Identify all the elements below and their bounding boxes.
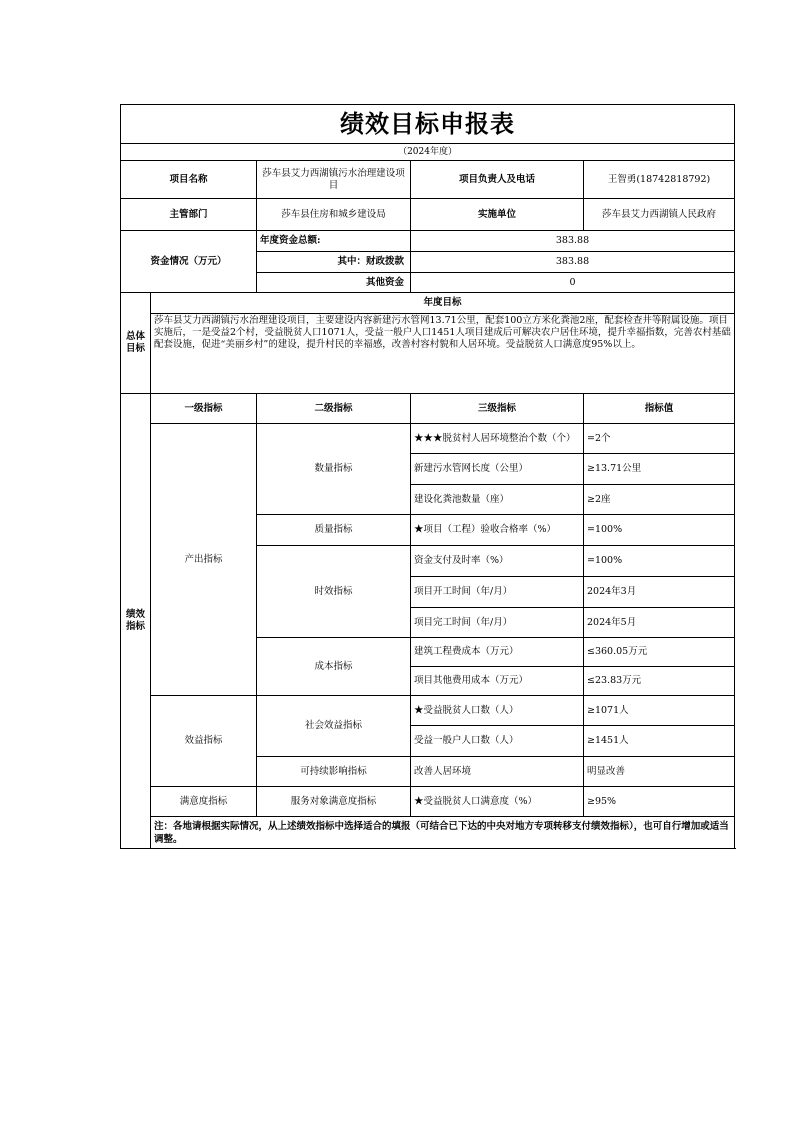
form-table (120, 104, 735, 849)
indicator-value: ≥13.71公里 (584, 454, 735, 485)
header-level1: 一级指标 (151, 394, 257, 424)
indicator-value: ≥95% (584, 787, 735, 817)
level2-cost: 成本指标 (257, 638, 411, 696)
level2-timeliness: 时效指标 (257, 546, 411, 638)
funds-fiscal-value: 383.88 (411, 252, 735, 273)
indicator-name: ★项目（工程）验收合格率（%） (411, 515, 584, 546)
performance-target-form (120, 104, 734, 849)
funds-total-value: 383.88 (411, 231, 735, 252)
header-level3: 三级指标 (411, 394, 584, 424)
overall-target-label: 总体目标 (121, 293, 151, 394)
form-note: 注：各地请根据实际情况，从上述绩效指标中选择适合的填报（可结合已下达的中央对地方专项转移支付绩效指标），也可自行增加或适当调整。 (151, 817, 735, 849)
indicator-name: 项目开工时间（年/月） (411, 577, 584, 608)
annual-target-text: 莎车县艾力西湖镇污水治理建设项目，主要建设内容新建污水管网13.71公里，配套100立方米化粪池2座，配套检查井等附属设施。项目实施后，一是受益2个村，受益脱贫人口1071人，受益一般户人口1451人项目建成后可解决农户居住环境，提升幸福指数，完善农村基础配套设施，促进“美丽乡村”的建设，提升村民的幸福感，改善村容村貌和人居环境。受益脱贫人口满意度95%以上。 (151, 314, 735, 394)
dept-value: 莎车县住房和城乡建设局 (257, 199, 411, 231)
indicator-value: 明显改善 (584, 757, 735, 787)
level2-sustainability: 可持续影响指标 (257, 757, 411, 787)
project-name-label: 项目名称 (121, 161, 257, 199)
indicator-name: 改善人居环境 (411, 757, 584, 787)
project-owner-label: 项目负责人及电话 (411, 161, 584, 199)
header-value: 指标值 (584, 394, 735, 424)
indicator-name: ★受益脱贫人口满意度（%） (411, 787, 584, 817)
indicator-value: ≥1071人 (584, 696, 735, 726)
level1-output: 产出指标 (151, 424, 257, 696)
indicator-value: =100% (584, 546, 735, 577)
indicator-value: ≤360.05万元 (584, 638, 735, 667)
unit-value: 莎车县艾力西湖镇人民政府 (584, 199, 735, 231)
annual-target-header: 年度目标 (151, 293, 735, 314)
form-year: （2024年度） (121, 144, 735, 161)
header-level2: 二级指标 (257, 394, 411, 424)
funds-total-label: 年度资金总额: (257, 231, 411, 252)
indicator-name: 建筑工程费成本（万元） (411, 638, 584, 667)
indicator-name: 建设化粪池数量（座） (411, 485, 584, 515)
level2-quality: 质量指标 (257, 515, 411, 546)
funds-other-value: 0 (411, 273, 735, 293)
level2-social-benefit: 社会效益指标 (257, 696, 411, 757)
form-title: 绩效目标申报表 (121, 105, 735, 144)
funds-fiscal-label: 其中：财政拨款 (257, 252, 411, 273)
indicator-value: ≥1451人 (584, 726, 735, 757)
indicator-name: ★受益脱贫人口数（人） (411, 696, 584, 726)
indicator-name: 项目其他费用成本（万元） (411, 667, 584, 696)
indicator-name: 新建污水管网长度（公里） (411, 454, 584, 485)
indicator-value: 2024年5月 (584, 608, 735, 638)
indicator-name: 项目完工时间（年/月） (411, 608, 584, 638)
indicator-value: =100% (584, 515, 735, 546)
indicator-name: 资金支付及时率（%） (411, 546, 584, 577)
indicator-value: ≤23.83万元 (584, 667, 735, 696)
dept-label: 主管部门 (121, 199, 257, 231)
indicator-value: =2个 (584, 424, 735, 454)
project-name-value: 莎车县艾力西湖镇污水治理建设项目 (257, 161, 411, 199)
level2-service-satisfaction: 服务对象满意度指标 (257, 787, 411, 817)
level1-satisfaction: 满意度指标 (151, 787, 257, 817)
indicator-value: ≥2座 (584, 485, 735, 515)
indicator-name: ★★★脱贫村人居环境整治个数（个） (411, 424, 584, 454)
funds-other-label: 其他资金 (257, 273, 411, 293)
funds-label: 资金情况（万元） (121, 231, 257, 293)
level2-quantity: 数量指标 (257, 424, 411, 515)
indicator-value: 2024年3月 (584, 577, 735, 608)
level1-benefit: 效益指标 (151, 696, 257, 787)
unit-label: 实施单位 (411, 199, 584, 231)
project-owner-value: 王智勇(18742818792) (584, 161, 735, 199)
indicator-name: 受益一般户人口数（人） (411, 726, 584, 757)
indicators-label: 绩效指标 (121, 394, 151, 849)
